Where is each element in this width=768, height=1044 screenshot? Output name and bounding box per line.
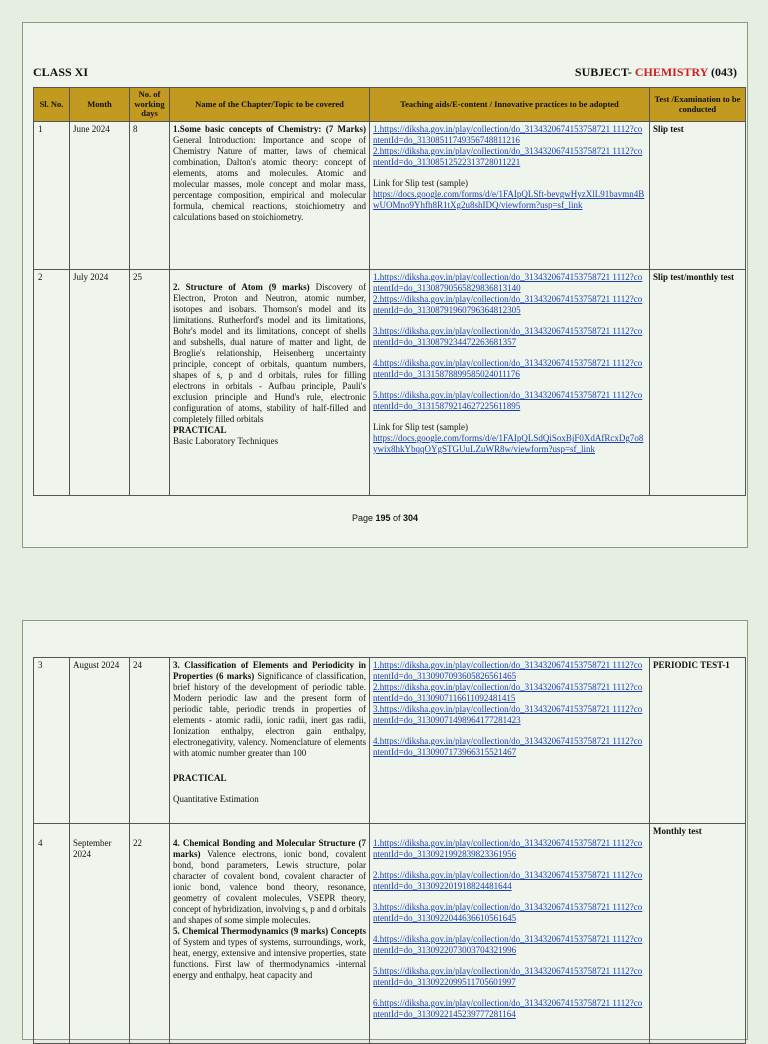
row-aids	[370, 270, 650, 496]
page-total: 304	[403, 513, 419, 523]
document-page-1	[22, 22, 748, 548]
diksha-link[interactable]: 2.https://diksha.gov.in/play/collection/do_3134320674153758721 1112?contentId=do_31309220191882448164​4	[373, 870, 643, 891]
chapter-text: Discovery of Electron, Proton and Neutron, atomic number, isotopes and isobars. Thomson's model and its limitations. Rutherford's model and its limitations, Bohr's model and its limitations, concept of shells and subshells, dual nature of matter and light, de Broglie's relationship, Heisenberg uncertainty principle, concept of orbitals, quantum numbers, shapes of s, p and d orbitals, rules for filling electrons in orbitals - Aufbau principle, Pauli's exclusion principle and Hund's rule, electronic configuration of atoms, stability of half-filled and completely filled orbitals	[173, 282, 366, 424]
row-days: 22	[130, 824, 170, 1044]
diksha-link[interactable]: 5.https://diksha.gov.in/play/collection/do_3134320674153758721 1112?contentId=do_31309220995117056019​97	[373, 966, 643, 987]
chapter-title: 2. Structure of Atom (9 marks)	[173, 282, 310, 292]
row-test: PERIODIC TEST-1	[650, 658, 746, 824]
row-chapter	[170, 270, 370, 496]
row-aids	[370, 122, 650, 270]
row-chapter	[170, 824, 370, 1044]
table-row	[34, 270, 746, 496]
row-sl: 1	[34, 122, 70, 270]
diksha-link[interactable]: 5.https://diksha.gov.in/play/collection/do_3134320674153758721 1112?contentId=do_31315879214627225611895	[373, 390, 643, 411]
chapter-text: Valence electrons, ionic bond, covalent bond, bond parameters, Lewis structure, polar character of covalent bond, covalent character of ionic bond, valence bond theory, resonance, geometry of covalent molecules, VSEPR theory, concept of hybridization, involving s, p and d orbitals and shapes of some simple molecules.	[173, 849, 366, 925]
chapter-text: Significance of classification, brief history of the development of periodic table. Modern periodic law and the present form of periodic table, periodic trends in properties of elements - atomic radii, ionic radii, inert gas radii, Ionization enthalpy, electron gain enthalpy, electronegativity, valency. Nomenclature of elements with atomic number greater than 100	[173, 671, 366, 758]
row-aids	[370, 658, 650, 824]
slip-test-link[interactable]: https://docs.google.com/forms/d/e/1FAIpQLSdQiSoxBjF0XdAfRcxDg7o8ywix8hkYbqqOYgSTGUuLZuWR8w/viewform?usp=sf_link	[373, 433, 644, 454]
diksha-link[interactable]: 2.https://diksha.gov.in/play/collection/do_3134320674153758721 1112?contentId=do_31309071166110924814​15	[373, 682, 643, 703]
row-days: 25	[130, 270, 170, 496]
row-days: 24	[130, 658, 170, 824]
row-sl: 2	[34, 270, 70, 496]
page-number	[23, 513, 747, 523]
chapter-title: 1.Some basic concepts of Chemistry: (7 Marks)	[173, 124, 366, 134]
row-test: Slip test	[650, 122, 746, 270]
diksha-link[interactable]: 2.https://diksha.gov.in/play/collection/do_3134320674153758721 1112?contentId=do_31308512522313728011221	[373, 146, 643, 167]
col-header-sl: Sl. No.	[34, 88, 70, 122]
col-header-aids: Teaching aids/E-content / Innovative practices to be adopted	[370, 88, 650, 122]
diksha-link[interactable]: 1.https://diksha.gov.in/play/collection/do_3134320674153758721 1112?contentId=do_31309219928398233619​56	[373, 838, 643, 859]
diksha-link[interactable]: 1.https://diksha.gov.in/play/collection/do_3134320674153758721 1112?contentId=do_31308511749356748811216	[373, 124, 643, 145]
diksha-link[interactable]: 3.https://diksha.gov.in/play/collection/do_3134320674153758721 1112?contentId=do_31309071498964177281423	[373, 704, 643, 725]
chapter-title-2: 5. Chemical Thermodynamics (9 marks) Concepts	[173, 926, 366, 936]
row-sl: 4	[34, 824, 70, 1044]
slip-test-label: Link for Slip test (sample)	[373, 422, 468, 432]
row-test: Slip test/monthly test	[650, 270, 746, 496]
row-sl: 3	[34, 658, 70, 824]
chapter-title: 4. Chemical Bonding and Molecular Structure (7 marks)	[173, 838, 366, 859]
document-page-2	[22, 620, 748, 1040]
diksha-link[interactable]: 4.https://diksha.gov.in/play/collection/do_3134320674153758721 1112?contentId=do_31315878899585024011176	[373, 358, 643, 379]
row-days: 8	[130, 122, 170, 270]
row-chapter	[170, 122, 370, 270]
row-month: July 2024	[70, 270, 130, 496]
col-header-month: Month	[70, 88, 130, 122]
chapter-title: 3. Classification of Elements and Periodicity in Properties (6 marks)	[173, 660, 366, 681]
chapter-text: General Introduction: Importance and scope of Chemistry Nature of matter, laws of chemical combination, Dalton's atomic theory: concept of elements, atoms and molecules. Atomic and molecular masses, mole concept and molar mass, percentage composition, empirical and molecular formula, chemical reactions, stoichiometry and calculations based on stoichiometry.	[173, 135, 366, 222]
diksha-link[interactable]: 1.https://diksha.gov.in/play/collection/do_3134320674153758721 1112?contentId=do_31308790565829836813140	[373, 272, 643, 293]
table-row	[34, 122, 746, 270]
practical-label: PRACTICAL	[173, 773, 227, 783]
subject-label	[575, 65, 737, 80]
diksha-link[interactable]: 3.https://diksha.gov.in/play/collection/do_3134320674153758721 1112?contentId=do_31308792344722636813​57	[373, 326, 643, 347]
subject-code: (043)	[708, 65, 737, 79]
diksha-link[interactable]: 1.https://diksha.gov.in/play/collection/do_3134320674153758721 1112?contentId=do_31309070936058265614​65	[373, 660, 643, 681]
practical-text: Quantitative Estimation	[173, 794, 259, 804]
table-header-row	[34, 88, 746, 122]
table-row	[34, 824, 746, 1044]
subject-prefix: SUBJECT-	[574, 65, 635, 79]
slip-test-link[interactable]: https://docs.google.com/forms/d/e/1FAIpQLSft-bevgwHyzXlL91bavmn4BwUOMno9Yhfh8R1tXg2u8shIDQ/viewform?usp=sf_link	[373, 189, 645, 210]
col-header-days: No. of working days	[130, 88, 170, 122]
row-month: August 2024	[70, 658, 130, 824]
subject-name: CHEMISTRY	[634, 65, 708, 79]
row-test: Monthly test	[650, 824, 746, 1044]
row-month: September 2024	[70, 824, 130, 1044]
page-of: of	[390, 513, 404, 523]
diksha-link[interactable]: 3.https://diksha.gov.in/play/collection/do_3134320674153758721 1112?contentId=do_31309220446366105616​45	[373, 902, 643, 923]
row-chapter	[170, 658, 370, 824]
class-label: CLASS XI	[33, 65, 89, 79]
page-current: 195	[375, 513, 391, 523]
diksha-link[interactable]: 6.https://diksha.gov.in/play/collection/do_3134320674153758721 1112?contentId=do_31309221452397772811​64	[373, 998, 643, 1019]
syllabus-table-continued	[33, 657, 746, 1044]
row-aids	[370, 824, 650, 1044]
table-row	[34, 658, 746, 824]
chapter-text-2: of System and types of systems, surroundings, work, heat, energy, extensive and intensive properties, state functions. First law of thermodynamics -internal energy and enthalpy, heat capacity and	[173, 937, 366, 980]
syllabus-table	[33, 87, 746, 496]
col-header-test: Test /Examination to be conducted	[650, 88, 746, 122]
row-month: June 2024	[70, 122, 130, 270]
col-header-chapter: Name of the Chapter/Topic to be covered	[170, 88, 370, 122]
slip-test-label: Link for Slip test (sample)	[373, 178, 468, 188]
practical-label: PRACTICAL	[173, 425, 227, 435]
diksha-link[interactable]: 2.https://diksha.gov.in/play/collection/do_3134320674153758721 1112?contentId=do_31308791960796364812305	[373, 294, 643, 315]
diksha-link[interactable]: 4.https://diksha.gov.in/play/collection/do_3134320674153758721 1112?contentId=do_31309220730037043219​96	[373, 934, 643, 955]
diksha-link[interactable]: 4.https://diksha.gov.in/play/collection/do_3134320674153758721 1112?contentId=do_31309071739663155214​67	[373, 736, 643, 757]
practical-text: Basic Laboratory Techniques	[173, 436, 279, 446]
page-prefix: Page	[351, 513, 376, 523]
